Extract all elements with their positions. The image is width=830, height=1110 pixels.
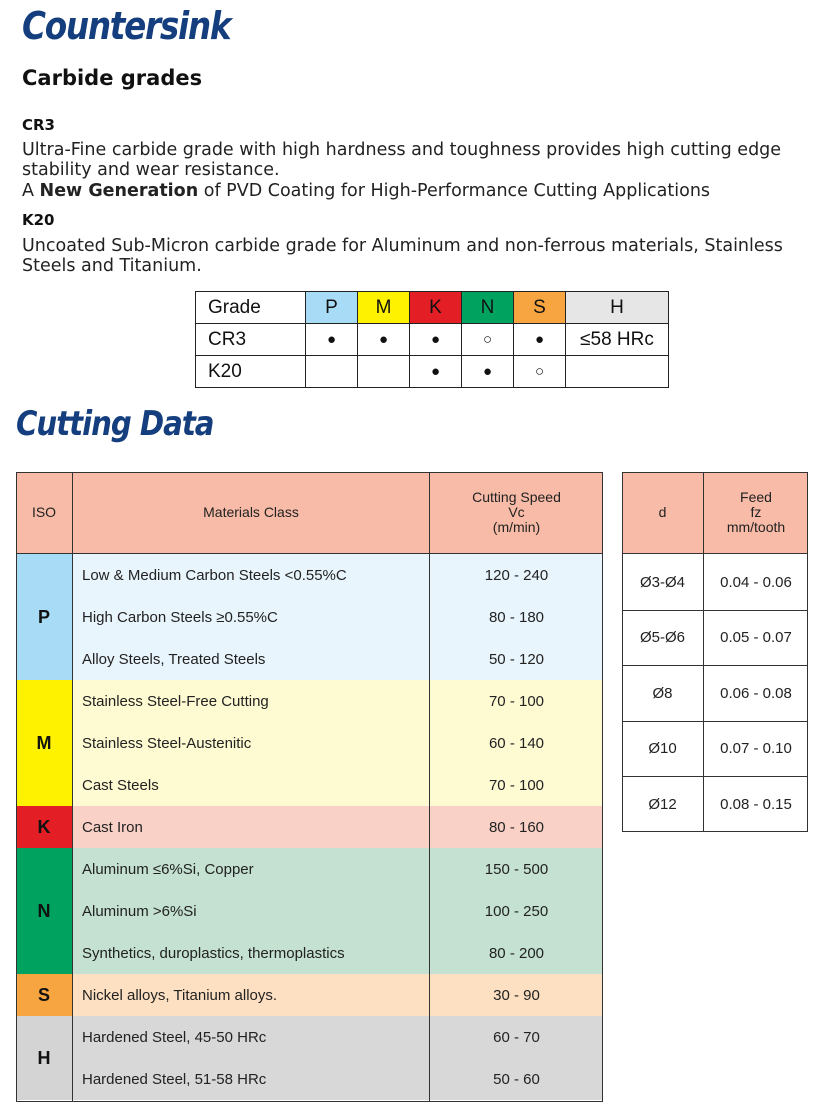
coating-note-suffix: of PVD Coating for High-Performance Cutting Applications [198, 181, 711, 201]
cutting-speed-value: 50 - 60 [493, 1070, 540, 1088]
section-title-cutting-data: Cutting Data [16, 404, 214, 444]
materials-column-header: Materials Class [203, 504, 299, 520]
suitability-mark: ● [514, 324, 566, 356]
hardness-limit: ≤58 HRc [566, 324, 669, 356]
feed-per-tooth: 0.04 - 0.06 [720, 573, 792, 591]
grade-description-cr3: Ultra-Fine carbide grade with high hardness and toughness provides high cutting edge stability and wear resistance. [22, 140, 782, 180]
grade-name-k20: K20 [22, 211, 55, 229]
grade-table-header-row [196, 292, 669, 324]
grade-name-cr3: CR3 [22, 116, 55, 134]
suitability-mark: ● [462, 356, 514, 388]
speed-header-unit: (m/min) [492, 519, 541, 535]
coating-note-highlight: New Generation [39, 181, 199, 201]
iso-header-k: K [410, 292, 462, 324]
grade-table-row [196, 324, 669, 356]
cutting-speed-value: 150 - 500 [484, 860, 549, 878]
cutting-speed-value: 80 - 180 [488, 608, 545, 626]
suitability-mark: ○ [514, 356, 566, 388]
cutting-speed-value: 60 - 140 [488, 734, 545, 752]
hardness-limit [566, 356, 669, 388]
diameter-range: Ø3-Ø4 [639, 573, 685, 591]
grade-header-cell: Grade [196, 292, 306, 324]
diameter-range: Ø8 [652, 684, 673, 702]
iso-code: P [16, 554, 72, 680]
grade-cell: CR3 [196, 324, 306, 356]
cutting-data-table [16, 472, 603, 1102]
iso-code: S [16, 974, 72, 1016]
iso-code: K [16, 806, 72, 848]
material-class: Cast Steels [82, 776, 159, 794]
material-class: Cast Iron [82, 818, 143, 836]
iso-header-n: N [462, 292, 514, 324]
suitability-mark: ● [306, 324, 358, 356]
feed-header-symbol: fz [750, 504, 762, 520]
diameter-range: Ø12 [648, 795, 677, 813]
feed-per-tooth: 0.06 - 0.08 [720, 684, 792, 702]
feed-data-table [622, 472, 808, 832]
cutting-speed-value: 80 - 200 [488, 944, 545, 962]
suitability-mark [358, 356, 410, 388]
material-class: Stainless Steel-Austenitic [82, 734, 252, 752]
cutting-speed-value: 120 - 240 [484, 566, 549, 584]
iso-header-m: M [358, 292, 410, 324]
cutting-speed-value: 80 - 160 [488, 818, 545, 836]
feed-per-tooth: 0.07 - 0.10 [720, 740, 792, 758]
grade-coating-note [22, 181, 822, 201]
iso-header-h: H [566, 292, 669, 324]
feed-per-tooth: 0.08 - 0.15 [720, 795, 792, 813]
speed-header-line: Cutting Speed [472, 489, 561, 505]
iso-code: H [16, 1016, 72, 1100]
suitability-mark: ● [358, 324, 410, 356]
material-class: Alloy Steels, Treated Steels [82, 650, 266, 668]
grade-table-row [196, 356, 669, 388]
suitability-mark: ● [410, 356, 462, 388]
material-class: Aluminum ≤6%Si, Copper [82, 860, 254, 878]
cutting-speed-value: 70 - 100 [488, 692, 545, 710]
material-class: Aluminum >6%Si [82, 902, 197, 920]
iso-code: M [16, 680, 72, 806]
material-class: Hardened Steel, 45-50 HRc [82, 1028, 267, 1046]
suitability-mark: ● [410, 324, 462, 356]
feed-header-unit: mm/tooth [726, 519, 786, 535]
page-title: Countersink [22, 4, 231, 48]
diameter-range: Ø5-Ø6 [639, 629, 685, 647]
iso-header-s: S [514, 292, 566, 324]
cutting-speed-value: 60 - 70 [493, 1028, 540, 1046]
material-class: Stainless Steel-Free Cutting [82, 692, 269, 710]
cutting-speed-value: 30 - 90 [493, 986, 540, 1004]
material-class: Synthetics, duroplastics, thermoplastics [82, 944, 345, 962]
material-class: Nickel alloys, Titanium alloys. [82, 986, 278, 1004]
suitability-mark [306, 356, 358, 388]
iso-column-header: ISO [31, 504, 57, 520]
grade-cell: K20 [196, 356, 306, 388]
diameter-range: Ø10 [648, 740, 677, 758]
diameter-column-header: d [658, 504, 667, 520]
iso-header-p: P [306, 292, 358, 324]
speed-header-symbol: Vc [508, 504, 525, 520]
feed-column-header [704, 472, 808, 553]
material-class: Low & Medium Carbon Steels <0.55%C [82, 566, 347, 584]
feed-table-header [622, 472, 808, 553]
cutting-speed-value: 100 - 250 [484, 902, 549, 920]
section-title-carbide-grades: Carbide grades [22, 66, 203, 90]
coating-note-prefix: A [22, 181, 40, 201]
grade-application-table [195, 291, 669, 388]
cutting-speed-value: 50 - 120 [488, 650, 545, 668]
feed-per-tooth: 0.05 - 0.07 [720, 629, 792, 647]
suitability-mark: ○ [462, 324, 514, 356]
material-class: High Carbon Steels ≥0.55%C [82, 608, 278, 626]
cutting-speed-value: 70 - 100 [488, 776, 545, 794]
iso-code: N [16, 848, 72, 974]
feed-header-line: Feed [740, 489, 772, 505]
material-class: Hardened Steel, 51-58 HRc [82, 1070, 267, 1088]
grade-description-k20: Uncoated Sub-Micron carbide grade for Aluminum and non-ferrous materials, Stainless Steels and Titanium. [22, 236, 783, 276]
